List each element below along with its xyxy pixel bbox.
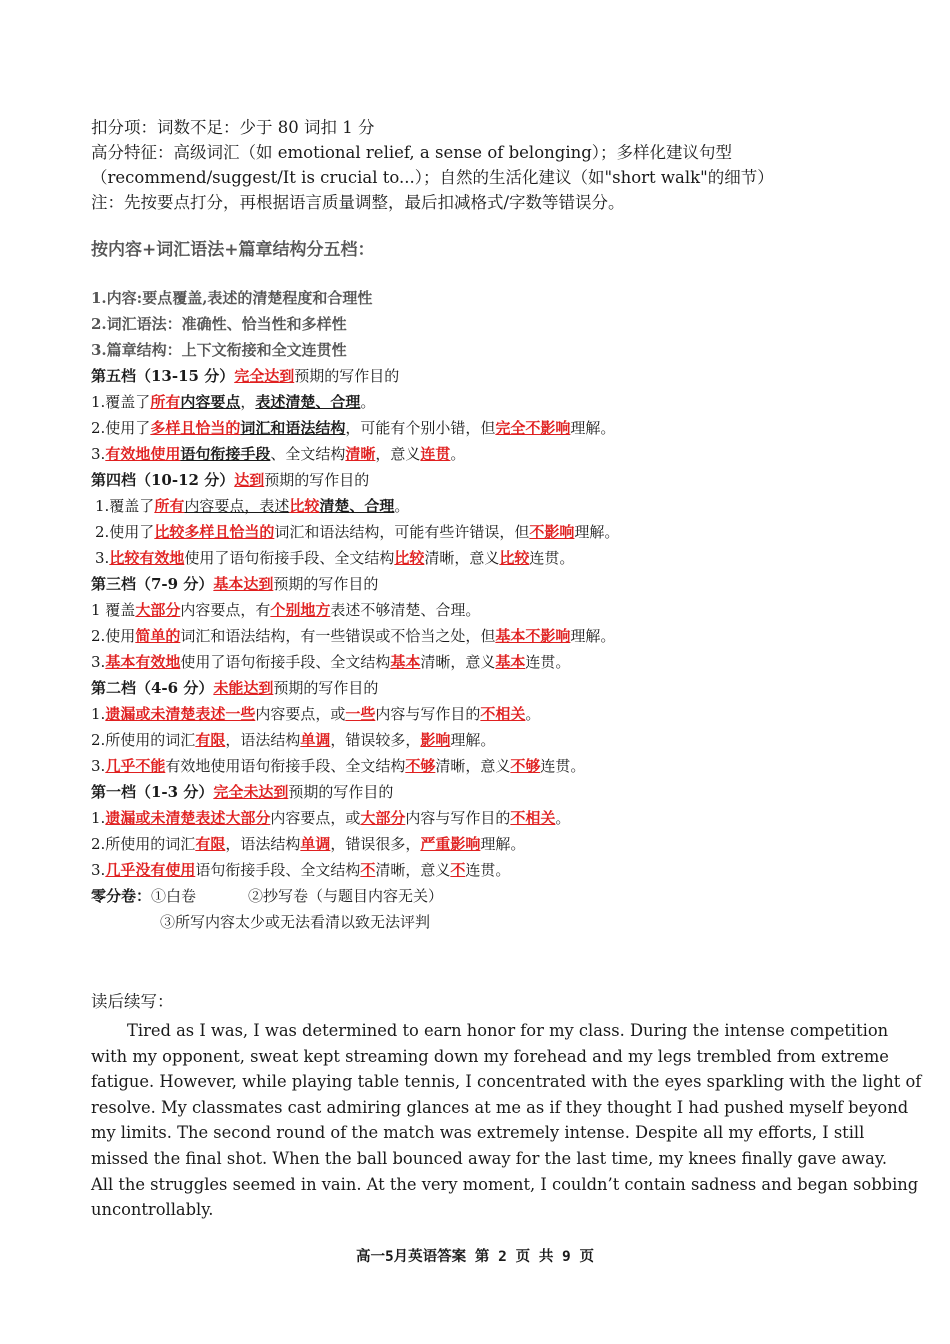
text-segment: 第三档（7-9 分） bbox=[91, 575, 214, 593]
scoring-note: 注：先按要点打分，再根据语言质量调整，最后扣减格式/字数等错误分。 bbox=[91, 193, 625, 212]
text-segment: 。 bbox=[450, 445, 466, 463]
text-segment: 基本有效地 bbox=[105, 653, 181, 671]
zero-score-row bbox=[91, 887, 443, 905]
text-segment: 遗漏或未清楚表述一些 bbox=[105, 705, 256, 723]
text-segment: 预期的写作目的 bbox=[273, 679, 379, 697]
text-segment: 个别地方 bbox=[270, 601, 331, 619]
text-segment: 有效地使用语句衔接手段、全文结构 bbox=[165, 757, 406, 775]
grade4-item-2 bbox=[95, 523, 619, 541]
essay-line: missed the final shot. When the ball bounced away for the last time, my knees finally gave away. bbox=[91, 1148, 888, 1168]
zero-score-item-3: ③所写内容太少或无法看清以致无法评判 bbox=[160, 913, 431, 931]
text-segment: 预期的写作目的 bbox=[288, 783, 394, 801]
text-segment: 几乎没有使用 bbox=[105, 861, 196, 879]
text-segment: 1. bbox=[91, 705, 106, 723]
grade3-title bbox=[91, 575, 378, 593]
text-segment: 理解。 bbox=[570, 419, 616, 437]
text-segment: 2.所使用的词汇 bbox=[91, 731, 196, 749]
zero-score-item-1: ①白卷 bbox=[151, 887, 197, 905]
text-segment: 内容要点 bbox=[180, 393, 241, 411]
text-segment: 遗漏或未清楚表述大部分 bbox=[105, 809, 271, 827]
text-segment: 严重影响 bbox=[420, 835, 481, 853]
grade3-item-3 bbox=[91, 653, 570, 671]
continuation-title: 读后续写： bbox=[91, 992, 174, 1011]
text-segment: 使用了语句衔接手段、全文结构 bbox=[184, 549, 395, 567]
text-segment: 比较 bbox=[289, 497, 320, 515]
text-segment: 多样且恰当的 bbox=[150, 419, 241, 437]
text-segment: 不够 bbox=[405, 757, 436, 775]
text-segment: 未能达到 bbox=[213, 679, 274, 697]
text-segment: 预期的写作目的 bbox=[273, 575, 379, 593]
text-segment: 词汇和语法结构，可能有些许错误，但 bbox=[274, 523, 530, 541]
text-segment: 表述清楚、合理 bbox=[255, 393, 361, 411]
text-segment: 内容与写作目的 bbox=[405, 809, 511, 827]
text-segment: 清晰，意义 bbox=[424, 549, 500, 567]
high-score-features: 高分特征：高级词汇（如 emotional relief, a sense of belonging）；多样化建议句型 bbox=[91, 143, 733, 162]
text-segment: 影响 bbox=[420, 731, 451, 749]
text-segment: 1.覆盖了 bbox=[91, 393, 151, 411]
essay-line: fatigue. However, while playing table tennis, I concentrated with the eyes sparkling with the light of bbox=[91, 1072, 922, 1092]
text-segment: 2.所使用的词汇 bbox=[91, 835, 196, 853]
text-segment: 不 bbox=[360, 861, 376, 879]
essay-line: All the struggles seemed in vain. At the very moment, I couldn’t contain sadness and began sobbing bbox=[91, 1174, 919, 1194]
high-score-features-cont: （recommend/suggest/It is crucial to...）；自然的生活化建议（如"short walk"的细节） bbox=[91, 168, 774, 187]
text-segment: 不 bbox=[450, 861, 466, 879]
essay-line: uncontrollably. bbox=[91, 1200, 214, 1220]
grade5-item-3 bbox=[91, 445, 465, 463]
text-segment: 第五档（13-15 分） bbox=[91, 367, 235, 385]
text-segment: 2.使用 bbox=[91, 627, 136, 645]
text-segment: 2.使用了 bbox=[95, 523, 155, 541]
text-segment: ，语法结构 bbox=[225, 835, 301, 853]
text-segment: 3. bbox=[91, 653, 106, 671]
essay-line: my limits. The second round of the match was extremely intense. Despite all my efforts, I still bbox=[91, 1123, 865, 1143]
text-segment: 大部分 bbox=[135, 601, 181, 619]
text-segment: 第一档（1-3 分） bbox=[91, 783, 214, 801]
text-segment: 词汇和语法结构 bbox=[240, 419, 346, 437]
grade2-item-3 bbox=[91, 757, 585, 775]
text-segment: 清楚、合理 bbox=[319, 497, 395, 515]
text-segment: 单调 bbox=[300, 835, 331, 853]
text-segment: 1. bbox=[91, 809, 106, 827]
grade1-item-3 bbox=[91, 861, 510, 879]
essay-line: Tired as I was, I was determined to earn honor for my class. During the intense competition bbox=[127, 1021, 889, 1040]
text-segment: ，语法结构 bbox=[225, 731, 301, 749]
text-segment: 2.使用了 bbox=[91, 419, 151, 437]
text-segment: 语句衔接手段、全文结构 bbox=[195, 861, 361, 879]
text-segment: 。 bbox=[394, 497, 410, 515]
text-segment: 完全未达到 bbox=[213, 783, 289, 801]
text-segment: 有效地使用 bbox=[105, 445, 181, 463]
text-segment: 简单的 bbox=[135, 627, 181, 645]
text-segment: 不够 bbox=[510, 757, 541, 775]
text-segment: 第二档（4-6 分） bbox=[91, 679, 214, 697]
text-segment: 理解。 bbox=[574, 523, 620, 541]
grade4-title bbox=[91, 471, 369, 489]
text-segment: 1 覆盖 bbox=[91, 601, 136, 619]
text-segment: ，错误很多， bbox=[330, 835, 421, 853]
grade1-title bbox=[91, 783, 393, 801]
essay-line: resolve. My classmates cast admiring glances at me as if they thought I had pushed myself beyond bbox=[91, 1097, 909, 1117]
text-segment: 比较 bbox=[394, 549, 425, 567]
text-segment: 连贯。 bbox=[525, 653, 571, 671]
grade5-title bbox=[91, 367, 399, 385]
grade2-item-2 bbox=[91, 731, 495, 749]
text-segment: ，错误较多， bbox=[330, 731, 421, 749]
deduction-note: 扣分项：词数不足：少于 80 词扣 1 分 bbox=[91, 118, 375, 137]
grade1-item-1 bbox=[91, 809, 570, 827]
text-segment: 基本 bbox=[390, 653, 421, 671]
text-segment: 词汇和语法结构，有一些错误或不恰当之处，但 bbox=[180, 627, 496, 645]
text-segment: 。 bbox=[525, 705, 541, 723]
text-segment: 几乎不能 bbox=[105, 757, 166, 775]
criterion-content: 1.内容:要点覆盖,表述的清楚程度和合理性 bbox=[91, 289, 373, 307]
text-segment: 一些 bbox=[345, 705, 376, 723]
text-segment: 基本达到 bbox=[213, 575, 274, 593]
grade2-item-1 bbox=[91, 705, 540, 723]
text-segment: 预期的写作目的 bbox=[264, 471, 370, 489]
text-segment: 所有 bbox=[154, 497, 185, 515]
text-segment: 第四档（10-12 分） bbox=[91, 471, 235, 489]
text-segment: 、全文结构 bbox=[270, 445, 346, 463]
text-segment: ，可能有个别小错，但 bbox=[345, 419, 496, 437]
text-segment: 。 bbox=[555, 809, 571, 827]
text-segment: 3. bbox=[91, 757, 106, 775]
text-segment: 内容要点，有 bbox=[180, 601, 271, 619]
text-segment: 连贯。 bbox=[540, 757, 586, 775]
text-segment: 大部分 bbox=[360, 809, 406, 827]
text-segment: 连贯。 bbox=[529, 549, 575, 567]
text-segment: 不相关 bbox=[510, 809, 556, 827]
grade5-item-2 bbox=[91, 419, 615, 437]
text-segment: 语句衔接手段 bbox=[180, 445, 271, 463]
text-segment: 理解。 bbox=[450, 731, 496, 749]
text-segment: ，意义 bbox=[375, 445, 421, 463]
continuation-essay bbox=[91, 1018, 922, 1223]
text-segment: 1.覆盖了 bbox=[95, 497, 155, 515]
text-segment: 比较多样且恰当的 bbox=[154, 523, 275, 541]
grade3-item-2 bbox=[91, 627, 615, 645]
grade3-item-1 bbox=[91, 601, 480, 619]
text-segment: 。 bbox=[360, 393, 376, 411]
grade4-item-1 bbox=[95, 497, 409, 515]
grade5-item-1 bbox=[91, 393, 375, 411]
text-segment: 清晰，意义 bbox=[435, 757, 511, 775]
text-segment: 表述不够清楚、合理。 bbox=[330, 601, 481, 619]
text-segment: 比较有效地 bbox=[109, 549, 185, 567]
text-segment: 内容与写作目的 bbox=[375, 705, 481, 723]
essay-line: with my opponent, sweat kept streaming down my forehead and my legs trembled from extreme bbox=[91, 1046, 889, 1066]
grade1-item-2 bbox=[91, 835, 525, 853]
text-segment: 单调 bbox=[300, 731, 331, 749]
grade4-item-3 bbox=[95, 549, 574, 567]
text-segment: 3. bbox=[91, 445, 106, 463]
text-segment: 基本 bbox=[495, 653, 526, 671]
text-segment: 3. bbox=[95, 549, 110, 567]
text-segment: 不影响 bbox=[529, 523, 575, 541]
zero-score-item-2: ②抄写卷（与题目内容无关） bbox=[248, 887, 444, 905]
text-segment: 基本不影响 bbox=[495, 627, 571, 645]
text-segment: 连贯。 bbox=[465, 861, 511, 879]
text-segment: 不相关 bbox=[480, 705, 526, 723]
section-title: 按内容+词汇语法+篇章结构分五档： bbox=[91, 240, 375, 260]
text-segment: 清晰 bbox=[345, 445, 376, 463]
text-segment: 清晰，意义 bbox=[375, 861, 451, 879]
text-segment: 连贯 bbox=[420, 445, 451, 463]
text-segment: 理解。 bbox=[480, 835, 526, 853]
text-segment: 完全达到 bbox=[234, 367, 295, 385]
text-segment: 3. bbox=[91, 861, 106, 879]
text-segment: 所有 bbox=[150, 393, 181, 411]
criterion-language: 2.词汇语法：准确性、恰当性和多样性 bbox=[91, 315, 347, 333]
criterion-structure: 3.篇章结构：上下文衔接和全文连贯性 bbox=[91, 341, 347, 359]
text-segment: 有限 bbox=[195, 835, 226, 853]
text-segment: 内容要点，或 bbox=[255, 705, 346, 723]
text-segment: 比较 bbox=[499, 549, 530, 567]
zero-score-label: 零分卷： bbox=[91, 887, 152, 905]
text-segment: 达到 bbox=[234, 471, 265, 489]
text-segment: 完全不影响 bbox=[495, 419, 571, 437]
text-segment: 内容要点，表述 bbox=[184, 497, 290, 515]
text-segment: 有限 bbox=[195, 731, 226, 749]
text-segment: 内容要点，或 bbox=[270, 809, 361, 827]
text-segment: 使用了语句衔接手段、全文结构 bbox=[180, 653, 391, 671]
page-footer: 高一5月英语答案 第 2 页 共 9 页 bbox=[355, 1249, 595, 1265]
text-segment: ， bbox=[240, 393, 256, 411]
grade2-title bbox=[91, 679, 378, 697]
text-segment: 预期的写作目的 bbox=[294, 367, 400, 385]
text-segment: 清晰，意义 bbox=[420, 653, 496, 671]
text-segment: 理解。 bbox=[570, 627, 616, 645]
